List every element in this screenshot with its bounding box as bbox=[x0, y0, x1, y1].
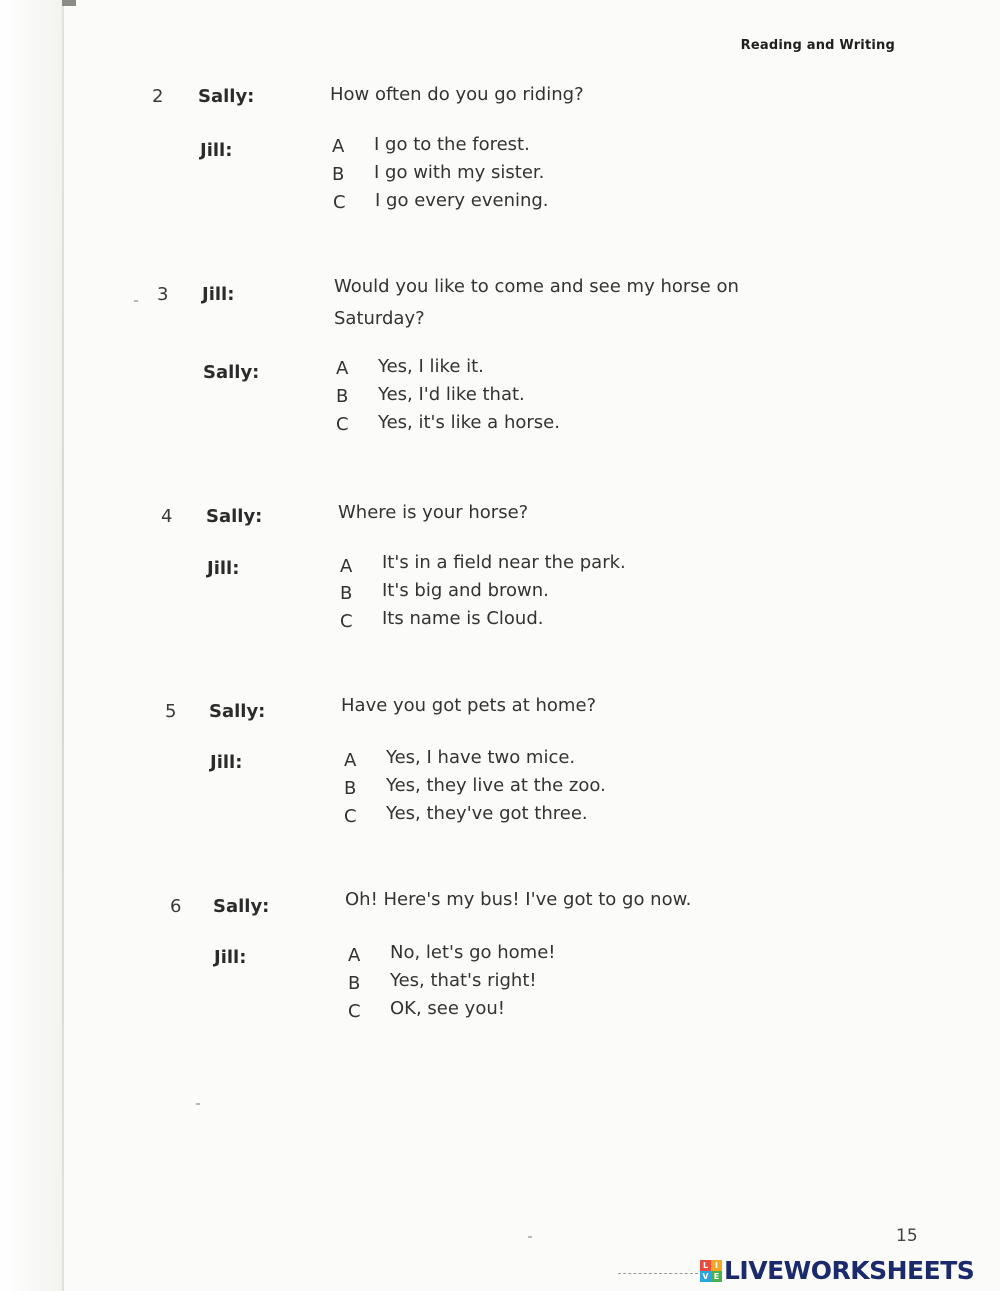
option-text: Yes, it's like a horse. bbox=[378, 412, 560, 433]
asker-name: Sally: bbox=[198, 86, 255, 107]
option-letter: C bbox=[336, 414, 349, 435]
question-number: 4 bbox=[161, 506, 173, 527]
option-letter: A bbox=[332, 136, 345, 157]
section-header: Reading and Writing bbox=[740, 38, 895, 53]
option-text: Yes, I have two mice. bbox=[386, 747, 576, 768]
brand-icon-letter: V bbox=[700, 1271, 711, 1282]
option-letter: B bbox=[348, 973, 361, 994]
responder-name: Sally: bbox=[203, 362, 260, 383]
option-text: I go with my sister. bbox=[374, 162, 545, 183]
option-letter: A bbox=[348, 945, 361, 966]
option-text: OK, see you! bbox=[390, 998, 505, 1019]
brand-icon-letter: I bbox=[711, 1260, 722, 1271]
brand-logo[interactable] bbox=[700, 1256, 974, 1285]
option-letter: A bbox=[336, 358, 349, 379]
prompt-line: Where is your horse? bbox=[338, 502, 529, 523]
option-text: No, let's go home! bbox=[390, 942, 556, 963]
scan-corner-mark bbox=[62, 0, 76, 6]
prompt-line: Have you got pets at home? bbox=[341, 695, 597, 716]
option-letter: C bbox=[348, 1001, 361, 1022]
responder-name: Jill: bbox=[210, 752, 243, 773]
question-number: 2 bbox=[152, 86, 164, 107]
scan-speck bbox=[134, 300, 138, 302]
option-letter: A bbox=[340, 556, 353, 577]
option-text: I go to the forest. bbox=[374, 134, 530, 155]
brand-icon bbox=[700, 1260, 722, 1282]
responder-name: Jill: bbox=[207, 558, 240, 579]
option-letter: B bbox=[344, 778, 357, 799]
option-text: I go every evening. bbox=[375, 190, 549, 211]
option-letter: B bbox=[340, 583, 353, 604]
option-text: Yes, I'd like that. bbox=[378, 384, 525, 405]
question-number: 6 bbox=[170, 896, 182, 917]
option-letter: B bbox=[336, 386, 349, 407]
prompt-line: Oh! Here's my bus! I've got to go now. bbox=[345, 889, 692, 910]
scan-speck bbox=[196, 1103, 200, 1105]
footer-dash bbox=[618, 1273, 698, 1274]
brand-name: LIVEWORKSHEETS bbox=[724, 1256, 975, 1285]
option-text: Yes, they've got three. bbox=[386, 803, 588, 824]
question-number: 5 bbox=[165, 701, 177, 722]
page-fold bbox=[62, 0, 64, 1291]
option-letter: B bbox=[332, 164, 345, 185]
brand-icon-letter: E bbox=[711, 1271, 722, 1282]
option-text: Its name is Cloud. bbox=[382, 608, 544, 629]
prompt-line: Would you like to come and see my horse on bbox=[334, 276, 739, 297]
scan-speck bbox=[528, 1236, 532, 1238]
page-number: 15 bbox=[896, 1226, 918, 1246]
option-letter: A bbox=[344, 750, 357, 771]
asker-name: Sally: bbox=[213, 896, 270, 917]
option-text: Yes, that's right! bbox=[390, 970, 537, 991]
prompt-line: Saturday? bbox=[334, 308, 425, 329]
asker-name: Sally: bbox=[206, 506, 263, 527]
option-text: It's in a field near the park. bbox=[382, 552, 626, 573]
option-letter: C bbox=[344, 806, 357, 827]
option-letter: C bbox=[340, 611, 353, 632]
option-text: Yes, I like it. bbox=[378, 356, 484, 377]
option-text: Yes, they live at the zoo. bbox=[386, 775, 606, 796]
responder-name: Jill: bbox=[200, 140, 233, 161]
asker-name: Jill: bbox=[202, 284, 235, 305]
question-number: 3 bbox=[157, 284, 169, 305]
book-spine-shadow bbox=[0, 0, 70, 1291]
brand-icon-letter: L bbox=[700, 1260, 711, 1271]
option-letter: C bbox=[333, 192, 346, 213]
responder-name: Jill: bbox=[214, 947, 247, 968]
asker-name: Sally: bbox=[209, 701, 266, 722]
option-text: It's big and brown. bbox=[382, 580, 549, 601]
prompt-line: How often do you go riding? bbox=[330, 84, 584, 105]
